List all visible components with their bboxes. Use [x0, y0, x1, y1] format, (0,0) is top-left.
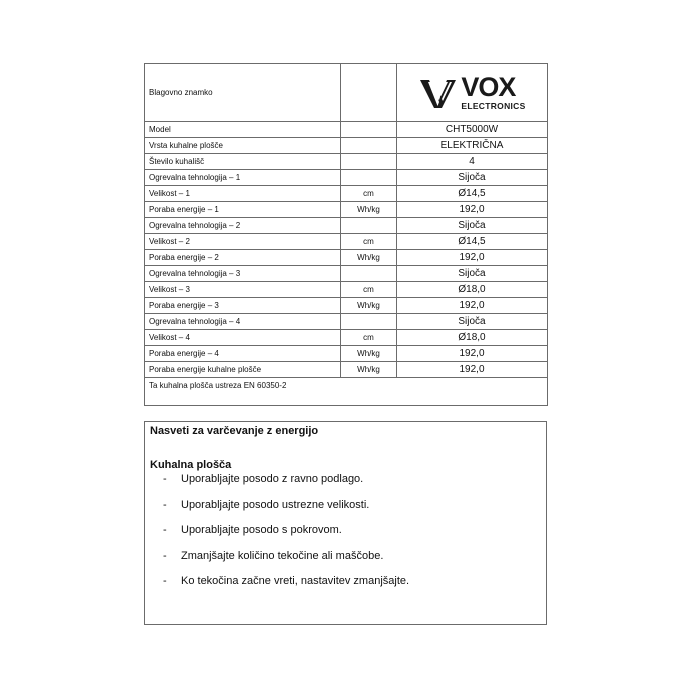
- spec-value: 4: [397, 154, 548, 170]
- logo-text: VOX: [461, 72, 516, 103]
- spec-row: [145, 250, 548, 266]
- bullet-dash-icon: -: [163, 524, 167, 536]
- tips-title: Nasveti za varčevanje z energijo: [150, 425, 319, 437]
- spec-label: Poraba energije kuhalne plošče: [145, 362, 341, 378]
- spec-value: Sijoča: [397, 314, 548, 330]
- spec-label: Ogrevalna tehnologija – 1: [145, 170, 341, 186]
- spec-unit: [341, 266, 397, 282]
- spec-unit: Wh/kg: [341, 362, 397, 378]
- spec-value: ELEKTRIČNA: [397, 138, 548, 154]
- spec-table: [144, 63, 548, 406]
- vox-emblem-icon: [418, 77, 458, 109]
- spec-label: Poraba energije – 4: [145, 346, 341, 362]
- spec-row: [145, 122, 548, 138]
- spec-row: [145, 186, 548, 202]
- spec-row: [145, 234, 548, 250]
- vox-logo: [401, 74, 543, 111]
- spec-unit: [341, 138, 397, 154]
- brand-label: Blagovno znamko: [145, 64, 341, 122]
- spec-row: [145, 362, 548, 378]
- spec-unit: cm: [341, 234, 397, 250]
- spec-row: [145, 346, 548, 362]
- brand-unit-cell: [341, 64, 397, 122]
- bullet-dash-icon: -: [163, 549, 167, 562]
- spec-unit: cm: [341, 186, 397, 202]
- spec-value: Sijoča: [397, 170, 548, 186]
- spec-value: 192,0: [397, 202, 548, 218]
- spec-label: Poraba energije – 3: [145, 298, 341, 314]
- bullet-dash-icon: -: [163, 473, 167, 485]
- spec-unit: Wh/kg: [341, 202, 397, 218]
- spec-value: 192,0: [397, 250, 548, 266]
- spec-value: Ø14,5: [397, 186, 548, 202]
- tip-item: [163, 574, 409, 600]
- tip-item: [163, 523, 409, 549]
- spec-label: Ogrevalna tehnologija – 4: [145, 314, 341, 330]
- spec-unit: [341, 122, 397, 138]
- spec-unit: cm: [341, 282, 397, 298]
- tip-text: Zmanjšajte količino tekočine ali maščobe.: [181, 549, 384, 562]
- tip-item: [163, 549, 409, 575]
- spec-row: [145, 298, 548, 314]
- spec-row: [145, 330, 548, 346]
- brand-logo-cell: [397, 64, 548, 122]
- spec-unit: [341, 218, 397, 234]
- spec-value: Sijoča: [397, 266, 548, 282]
- spec-value: Sijoča: [397, 218, 548, 234]
- spec-row: [145, 218, 548, 234]
- tip-text: Uporabljajte posodo z ravno podlago.: [181, 473, 364, 485]
- spec-label: Model: [145, 122, 341, 138]
- spec-row: [145, 138, 548, 154]
- spec-label: Poraba energije – 2: [145, 250, 341, 266]
- spec-unit: cm: [341, 330, 397, 346]
- spec-value: CHT5000W: [397, 122, 548, 138]
- spec-label: Velikost – 2: [145, 234, 341, 250]
- energy-tips-box: [144, 421, 547, 625]
- footnote-row: [145, 378, 548, 406]
- spec-row: [145, 314, 548, 330]
- footnote: Ta kuhalna plošča ustreza EN 60350-2: [145, 378, 548, 406]
- tips-list: [163, 472, 409, 600]
- spec-value: Ø14,5: [397, 234, 548, 250]
- spec-value: 192,0: [397, 362, 548, 378]
- spec-label: Število kuhališč: [145, 154, 341, 170]
- spec-label: Velikost – 3: [145, 282, 341, 298]
- tips-subtitle: Kuhalna plošča: [150, 459, 232, 471]
- tip-item: [163, 498, 409, 524]
- logo-subtext: ELECTRONICS: [461, 101, 526, 112]
- spec-unit: [341, 154, 397, 170]
- spec-unit: [341, 170, 397, 186]
- spec-value: 192,0: [397, 346, 548, 362]
- spec-label: Ogrevalna tehnologija – 2: [145, 218, 341, 234]
- brand-row: [145, 64, 548, 122]
- tip-item: [163, 472, 409, 498]
- bullet-dash-icon: -: [163, 575, 167, 587]
- bullet-dash-icon: -: [163, 498, 167, 511]
- spec-unit: Wh/kg: [341, 250, 397, 266]
- spec-label: Ogrevalna tehnologija – 3: [145, 266, 341, 282]
- spec-value: Ø18,0: [397, 282, 548, 298]
- spec-value: Ø18,0: [397, 330, 548, 346]
- spec-unit: Wh/kg: [341, 298, 397, 314]
- tip-text: Uporabljajte posodo ustrezne velikosti.: [181, 498, 370, 511]
- spec-unit: Wh/kg: [341, 346, 397, 362]
- spec-row: [145, 266, 548, 282]
- spec-row: [145, 282, 548, 298]
- spec-label: Vrsta kuhalne plošče: [145, 138, 341, 154]
- spec-label: Poraba energije – 1: [145, 202, 341, 218]
- spec-row: [145, 202, 548, 218]
- spec-row: [145, 154, 548, 170]
- spec-label: Velikost – 4: [145, 330, 341, 346]
- spec-row: [145, 170, 548, 186]
- tip-text: Ko tekočina začne vreti, nastavitev zmanjšajte.: [181, 575, 410, 587]
- spec-value: 192,0: [397, 298, 548, 314]
- tip-text: Uporabljajte posodo s pokrovom.: [181, 524, 342, 536]
- spec-unit: [341, 314, 397, 330]
- spec-label: Velikost – 1: [145, 186, 341, 202]
